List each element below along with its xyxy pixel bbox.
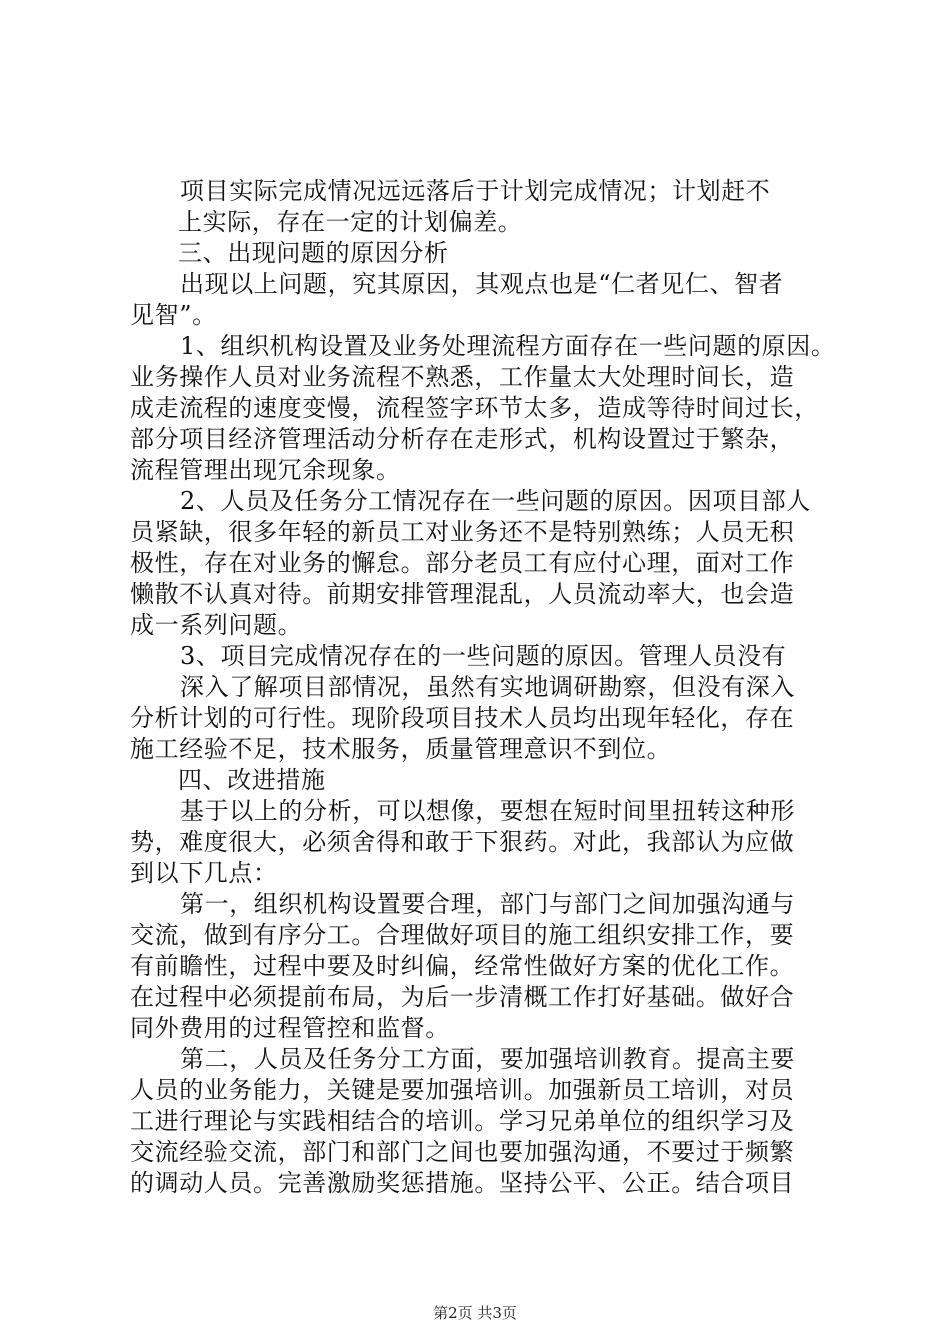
text-line: 见智”。 [130,301,217,329]
text-line: 第一，组织机构设置要合理，部门与部门之间加强沟通与 [180,890,795,918]
text-line: 到以下几点： [130,859,278,887]
text-line: 流程管理出现冗余现象。 [130,456,401,484]
text-line: 基于以上的分析，可以想像，要想在短时间里扭转这种形 [180,797,795,825]
text-line: 人员的业务能力，关键是要加强培训。加强新员工培训，对员 [130,1076,795,1104]
text-line: 同外费用的过程管控和监督。 [130,1014,450,1042]
text-line: 有前瞻性，过程中要及时纠偏，经常性做好方案的优化工作。 [130,952,795,980]
section-heading: 四、改进措施 [178,766,326,794]
text-line: 极性，存在对业务的懈怠。部分老员工有应付心理，面对工作 [130,549,795,577]
text-line: 上实际，存在一定的计划偏差。 [178,208,523,236]
text-line: 3、项目完成情况存在的一些问题的原因。管理人员没有 [180,642,787,670]
text-line: 在过程中必须提前布局，为后一步清概工作打好基础。做好合 [130,983,795,1011]
text-line: 业务操作人员对业务流程不熟悉，工作量太大处理时间长，造 [130,363,795,391]
text-line: 的调动人员。完善激励奖惩措施。坚持公平、公正。结合项目 [130,1169,795,1197]
text-line: 交流，做到有序分工。合理做好项目的施工组织安排工作，要 [130,921,795,949]
text-line: 深入了解项目部情况，虽然有实地调研勘察，但没有深入 [180,673,795,701]
text-line: 分析计划的可行性。现阶段项目技术人员均出现年轻化，存在 [130,704,795,732]
text-line: 势，难度很大，必须舍得和敢于下狠药。对此，我部认为应做 [130,828,795,856]
text-line: 出现以上问题，究其原因，其观点也是“仁者见仁、智者 [180,270,784,298]
page-number-footer: 第2页 共3页 [433,1304,517,1322]
text-line: 工进行理论与实践相结合的培训。学习兄弟单位的组织学习及 [130,1107,795,1135]
text-line: 第二，人员及任务分工方面，要加强培训教育。提高主要 [180,1045,795,1073]
text-line: 成走流程的速度变慢，流程签字环节太多，造成等待时间过长， [130,394,819,422]
text-line: 项目实际完成情况远远落后于计划完成情况；计划赶不 [180,177,771,205]
text-line: 施工经验不足，技术服务，质量管理意识不到位。 [130,735,672,763]
text-line: 懒散不认真对待。前期安排管理混乱，人员流动率大，也会造 [130,580,795,608]
text-line: 1、组织机构设置及业务处理流程方面存在一些问题的原因。 [180,332,836,360]
text-line: 2、人员及任务分工情况存在一些问题的原因。因项目部人 [180,487,811,515]
text-line: 交流经验交流，部门和部门之间也要加强沟通，不要过于频繁 [130,1138,795,1166]
section-heading: 三、出现问题的原因分析 [178,239,449,267]
text-line: 员紧缺，很多年轻的新员工对业务还不是特别熟练；人员无积 [130,518,795,546]
text-line: 成一系列问题。 [130,611,303,639]
text-line: 部分项目经济管理活动分析存在走形式，机构设置过于繁杂， [130,425,795,453]
